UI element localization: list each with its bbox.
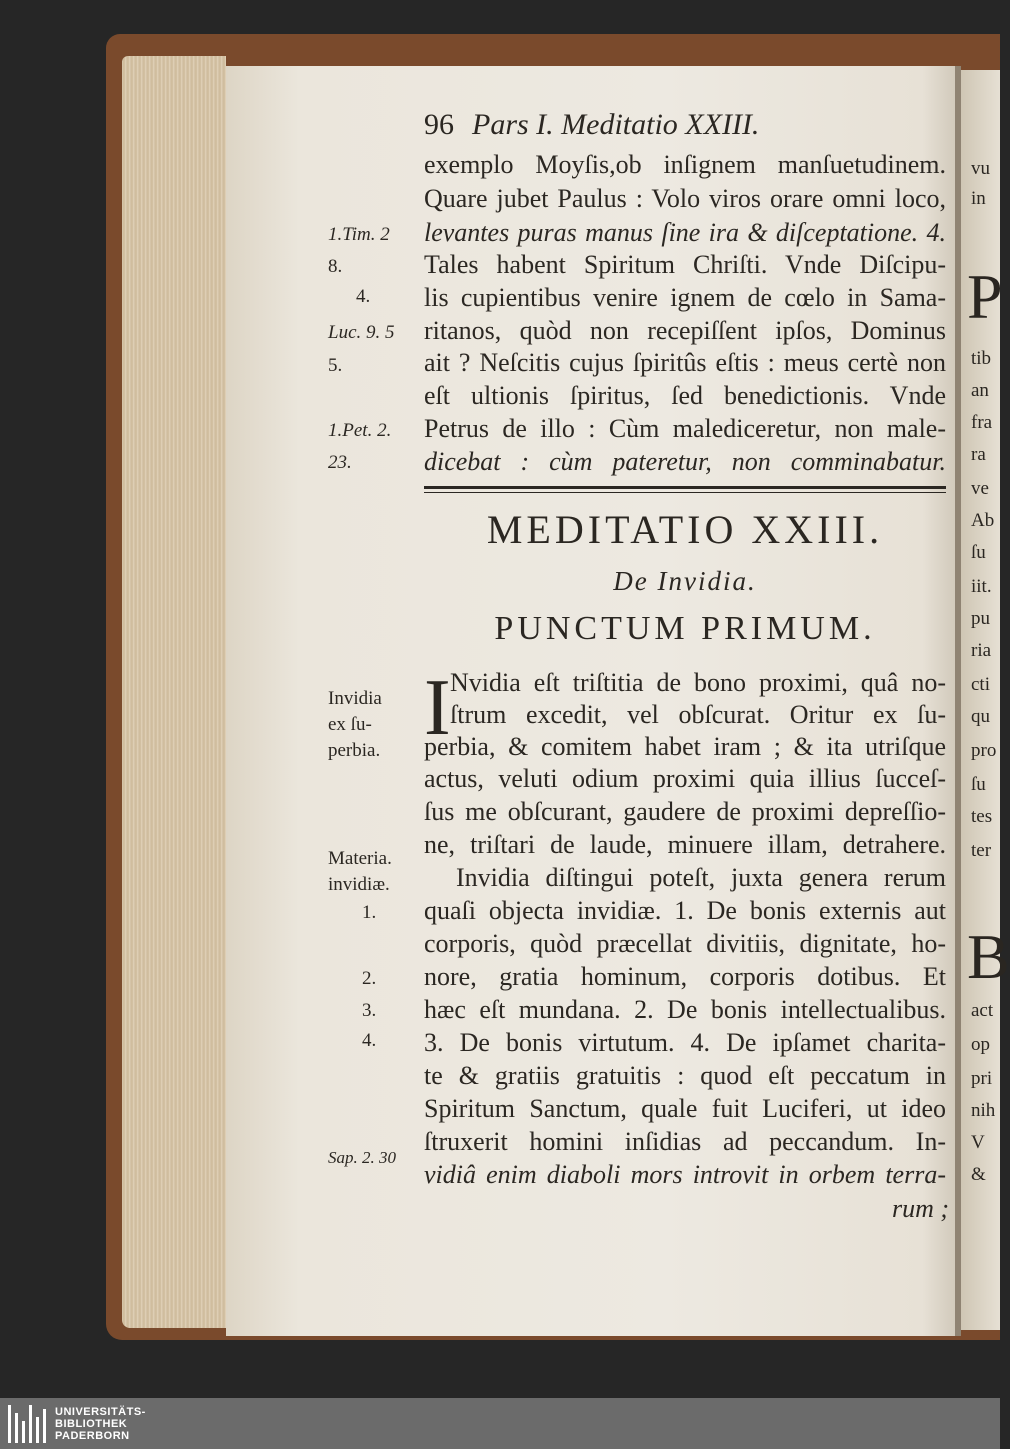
text-line: ſtruxerit homini inſidias ad peccandum. In- bbox=[424, 1127, 946, 1156]
page-number: 96 bbox=[424, 108, 454, 141]
right-fragment: act bbox=[971, 1000, 994, 1021]
page-edges bbox=[122, 56, 226, 1328]
margin-note: 1.Tim. 2 bbox=[328, 224, 390, 245]
right-fragment: pri bbox=[971, 1068, 993, 1089]
text-line: actus, veluti odium proximi quia illius ſucceſ- bbox=[424, 764, 946, 793]
section-rule bbox=[424, 486, 946, 489]
right-fragment: tib bbox=[971, 348, 992, 369]
running-header bbox=[424, 108, 759, 142]
right-dropcap: B bbox=[967, 921, 1010, 992]
right-fragment: ve bbox=[971, 478, 989, 499]
text-line: nore, gratia hominum, corporis dotibus. Et bbox=[424, 962, 946, 991]
right-fragment: fra bbox=[971, 412, 993, 433]
right-fragment: & bbox=[971, 1164, 986, 1185]
margin-note: Invidia bbox=[328, 688, 382, 709]
catchword: rum ; bbox=[892, 1194, 950, 1223]
library-name-line: PADERBORN bbox=[55, 1430, 130, 1442]
text-line: exemplo Moyſis,ob inſignem manſuetudinem. bbox=[424, 150, 946, 179]
section-rule-thin bbox=[424, 492, 946, 493]
library-name-line: BIBLIOTHEK bbox=[55, 1418, 128, 1430]
right-fragment: in bbox=[971, 188, 986, 209]
drop-cap: I bbox=[424, 664, 451, 752]
margin-note: 23. bbox=[328, 452, 352, 473]
margin-note: 3. bbox=[362, 1000, 377, 1021]
subtitle: De Invidia. bbox=[613, 566, 757, 596]
margin-note: 1.Pet. 2. bbox=[328, 420, 392, 441]
right-fragment: an bbox=[971, 380, 989, 401]
text-line: Nvidia eſt triſtitia de bono proximi, quâ no- bbox=[450, 668, 946, 697]
right-fragment: ra bbox=[971, 444, 986, 465]
text-line: ritanos, quòd non recepiſſent ipſos, Dominus bbox=[424, 316, 946, 345]
right-fragment: iit. bbox=[971, 576, 992, 597]
right-fragment: ſu bbox=[971, 774, 986, 795]
right-fragment: ria bbox=[971, 640, 992, 661]
right-fragment: pu bbox=[971, 608, 990, 629]
right-fragment: nih bbox=[971, 1100, 996, 1121]
text-line: ſus me obſcurant, gaudere de proximi depreſſio- bbox=[424, 797, 946, 826]
text-line: corporis, quòd præcellat divitiis, dignitate, ho- bbox=[424, 929, 946, 958]
margin-note: invidiæ. bbox=[328, 874, 390, 895]
text-line: hæc eſt mundana. 2. De bonis intellectualibus. bbox=[424, 995, 946, 1024]
right-fragment: qu bbox=[971, 706, 990, 727]
text-line: Tales habent Spiritum Chriſti. Vnde Diſcipu- bbox=[424, 250, 946, 279]
right-fragment: V bbox=[971, 1132, 985, 1153]
right-fragment: ſu bbox=[971, 542, 986, 563]
margin-note: 4. bbox=[362, 1030, 377, 1051]
right-fragment: cti bbox=[971, 674, 990, 695]
margin-note: 5. bbox=[328, 355, 343, 376]
margin-note: Luc. 9. 5 bbox=[328, 322, 395, 343]
meditatio-title: MEDITATIO XXIII. bbox=[486, 507, 884, 552]
right-fragment: tes bbox=[971, 806, 993, 827]
text-line: quaſi objecta invidiæ. 1. De bonis externis aut bbox=[424, 896, 946, 925]
text-line: Quare jubet Paulus : Volo viros orare omni loco, bbox=[424, 184, 946, 213]
text-line: vidiâ enim diaboli mors introvit in orbem terra- bbox=[424, 1160, 946, 1189]
right-fragment: vu bbox=[971, 158, 990, 179]
margin-note: perbia. bbox=[328, 740, 381, 761]
library-name bbox=[55, 1406, 146, 1442]
text-line: levantes puras manus ſine ira & diſceptatione. 4. bbox=[424, 218, 946, 247]
right-page-fragment bbox=[961, 70, 1010, 1330]
right-fragment: pro bbox=[971, 740, 997, 761]
text-line: lis cupientibus venire ignem de cœlo in Sama- bbox=[424, 283, 946, 312]
text-line: Petrus de illo : Cùm malediceretur, non male- bbox=[424, 414, 946, 443]
text-line: ſtrum excedit, vel obſcurat. Oritur ex ſu- bbox=[450, 700, 946, 729]
right-fragment: op bbox=[971, 1034, 990, 1055]
text-line: dicebat : cùm pateretur, non comminabatur. bbox=[424, 447, 946, 476]
text-line: eſt ultionis ſpiritus, ſed benedictionis. Vnde bbox=[424, 381, 946, 410]
text-line: ne, triſtari de laude, minuere illam, detrahere. bbox=[424, 830, 946, 859]
margin-note: ex ſu- bbox=[328, 714, 372, 735]
text-line: te & gratiis gratuitis : quod eſt peccatum in bbox=[424, 1061, 946, 1090]
punctum-heading: PUNCTUM PRIMUM. bbox=[494, 610, 876, 647]
text-line: Invidia diſtingui poteſt, juxta genera rerum bbox=[456, 863, 946, 892]
margin-note: 1. bbox=[362, 902, 377, 923]
margin-note: Sap. 2. 30 bbox=[328, 1148, 396, 1167]
text-line: 3. De bonis virtutum. 4. De ipſamet charita- bbox=[424, 1028, 946, 1057]
text-line: ait ? Neſcitis cujus ſpiritûs eſtis : meus certè non bbox=[424, 348, 946, 377]
margin-note: Materia. bbox=[328, 848, 392, 869]
right-dropcap: P bbox=[967, 261, 1003, 332]
right-fragment: ter bbox=[971, 840, 992, 861]
library-footer bbox=[0, 1398, 1000, 1449]
margin-note: 4. bbox=[356, 286, 371, 307]
margin-note: 2. bbox=[362, 968, 377, 989]
library-name-line: UNIVERSITÄTS- bbox=[55, 1406, 146, 1418]
text-line: Spiritum Sanctum, quale fuit Luciferi, ut ideo bbox=[424, 1094, 946, 1123]
margin-note: 8. bbox=[328, 256, 343, 277]
text-line: perbia, & comitem habet iram ; & ita utriſque bbox=[424, 732, 946, 761]
running-title: Pars I. Meditatio XXIII. bbox=[472, 108, 760, 141]
right-fragment: Ab bbox=[971, 510, 995, 531]
